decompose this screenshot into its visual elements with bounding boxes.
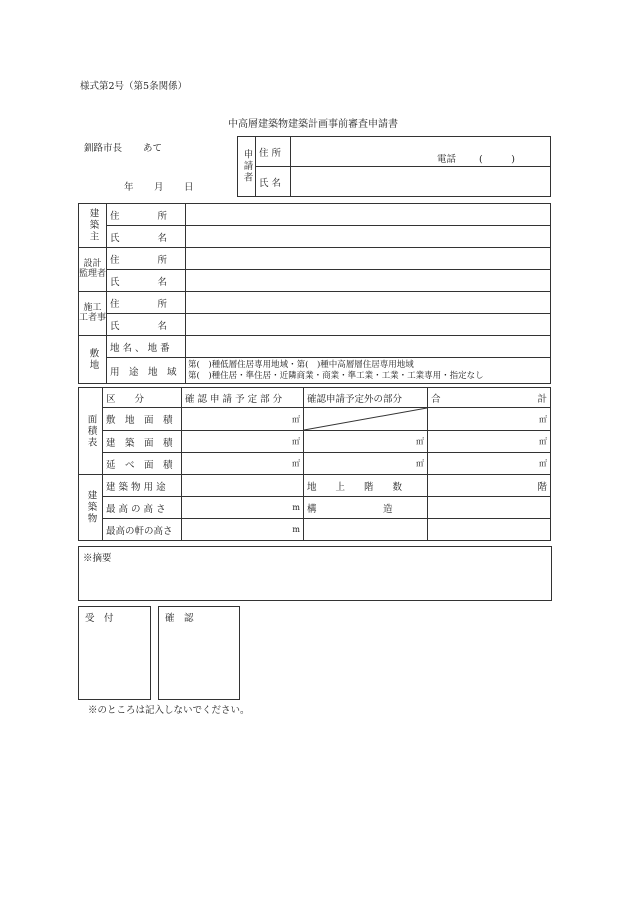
site-area-planned[interactable]: ㎡ (182, 408, 304, 431)
use-zone-line-1: 第( )種低層住居専用地域・第( )種中高層層住居専用地域 (188, 359, 414, 370)
contractor-label-b: 工者事 (79, 312, 107, 323)
date-month: 月 (154, 182, 164, 193)
area-header-other: 確認申請予定外の部分 (304, 388, 428, 408)
site-lot-field[interactable] (186, 336, 551, 358)
phone-paren: ( ) (479, 154, 515, 165)
empty-cell (304, 519, 428, 541)
reception-box (78, 606, 151, 700)
applicant-name-label: 氏 名 (256, 167, 291, 197)
building-label: 建築物 (79, 475, 103, 541)
contractor-address-field[interactable] (186, 292, 551, 314)
designer-address-label: 住 所 (107, 248, 186, 270)
contractor-name-field[interactable] (186, 314, 551, 336)
designer-label (79, 248, 107, 292)
floor-area-other[interactable]: ㎡ (304, 453, 428, 475)
designer-label-a: 設計 (83, 258, 102, 269)
building-use-field[interactable] (182, 475, 304, 497)
main-table (78, 203, 551, 384)
empty-cell (428, 519, 551, 541)
area-header-planned: 確 認 申 請 予 定 部 分 (182, 388, 304, 408)
area-header-total-a: 合 (431, 393, 441, 405)
structure-label: 構 造 (304, 497, 428, 519)
designer-name-label: 氏 名 (107, 270, 186, 292)
designer-address-field[interactable] (186, 248, 551, 270)
applicant-address-field[interactable] (291, 137, 551, 167)
addressee: 釧路市長 (84, 143, 123, 154)
form-number: 様式第2号（第5条関係） (80, 81, 188, 92)
area-header-category: 区 分 (103, 388, 182, 408)
designer-label-b: 監理者 (79, 268, 107, 279)
contractor-label-a: 施工 (83, 302, 102, 313)
diagonal-strike (304, 408, 427, 430)
floors-field[interactable]: 階 (428, 475, 551, 497)
max-eave-field[interactable]: m (182, 519, 304, 541)
designer-name-field[interactable] (186, 270, 551, 292)
contractor-address-label: 住 所 (107, 292, 186, 314)
owner-name-label: 氏 名 (107, 226, 186, 248)
area-table-label: 面積表 (79, 388, 103, 475)
date-year: 年 (124, 182, 134, 193)
building-area-other[interactable]: ㎡ (304, 431, 428, 453)
floor-area-total[interactable]: ㎡ (428, 453, 551, 475)
phone-label: 電話 (437, 154, 457, 165)
area-row-building-label: 建 築 面 積 (103, 431, 182, 453)
floor-area-planned[interactable]: ㎡ (182, 453, 304, 475)
structure-field[interactable] (428, 497, 551, 519)
area-header-total-b: 計 (537, 393, 547, 405)
owner-address-field[interactable] (186, 204, 551, 226)
site-use-zone-label: 用 途 地 域 (107, 358, 186, 384)
building-use-label: 建 築 物 用 途 (103, 475, 182, 497)
footnote: ※のところは記入しないでください。 (88, 705, 250, 716)
building-area-planned[interactable]: ㎡ (182, 431, 304, 453)
confirmation-label: 確 認 (165, 613, 194, 624)
site-use-zone-options[interactable] (186, 358, 551, 384)
applicant-table (237, 136, 551, 197)
page-title: 中高層建築物建築計画事前審査申請書 (228, 119, 398, 130)
addressee-suffix: あて (143, 143, 163, 154)
floors-label: 地 上 階 数 (304, 475, 428, 497)
contractor-name-label: 氏 名 (107, 314, 186, 336)
max-eave-label: 最高の軒の高さ (103, 519, 182, 541)
use-zone-line-2: 第( )種住居・準住居・近隣商業・商業・準工業・工業・工業専用・指定なし (188, 370, 484, 381)
site-area-other-crossed (304, 408, 428, 431)
owner-address-label: 住 所 (107, 204, 186, 226)
owner-name-field[interactable] (186, 226, 551, 248)
applicant-label: 申請者 (238, 137, 256, 197)
owner-label: 建築主 (79, 204, 107, 248)
confirmation-box (158, 606, 240, 700)
site-label: 敷地 (79, 336, 107, 384)
applicant-address-label: 住 所 (256, 137, 291, 167)
max-height-label: 最 高 の 高 さ (103, 497, 182, 519)
applicant-name-field[interactable] (291, 167, 551, 197)
site-area-total[interactable]: ㎡ (428, 408, 551, 431)
area-table (78, 387, 551, 541)
building-area-total[interactable]: ㎡ (428, 431, 551, 453)
max-height-field[interactable]: m (182, 497, 304, 519)
date-day: 日 (184, 182, 194, 193)
contractor-label (79, 292, 107, 336)
area-row-floor-label: 延 べ 面 積 (103, 453, 182, 475)
remarks-label: ※摘要 (83, 553, 112, 564)
area-row-site-label: 敷 地 面 積 (103, 408, 182, 431)
site-lot-label: 地 名 、 地 番 (107, 336, 186, 358)
area-header-total (428, 388, 551, 408)
remarks-box[interactable] (78, 546, 552, 601)
reception-label: 受 付 (85, 613, 114, 624)
